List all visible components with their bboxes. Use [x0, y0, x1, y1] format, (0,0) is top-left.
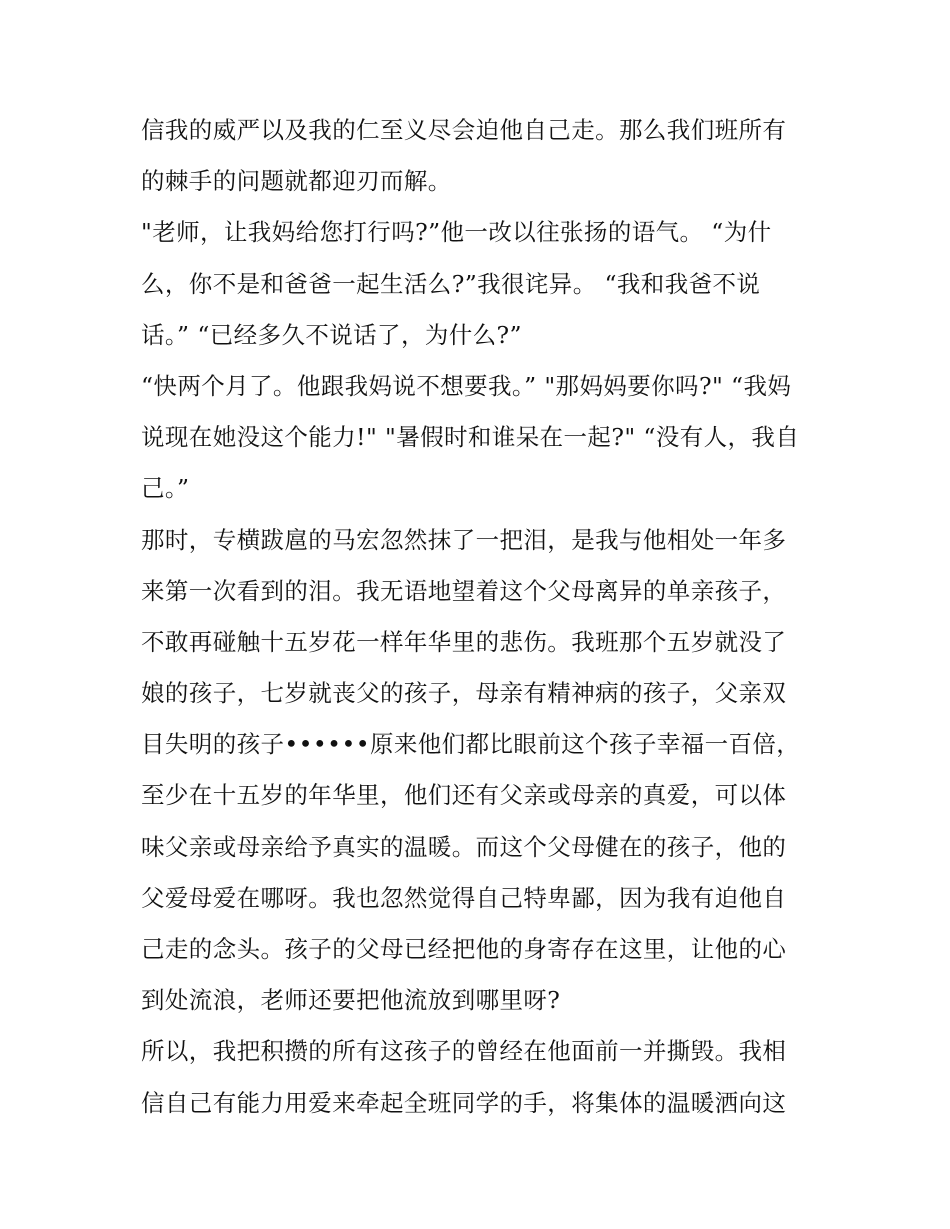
text-line: 不敢再碰触十五岁花一样年华里的悲伤。我班那个五岁就没了 [141, 627, 787, 656]
text-line: 父爱母爱在哪呀。我也忽然觉得自己特卑鄙，因为我有迫他自 [141, 883, 787, 912]
text-line: 那时，专横跋扈的马宏忽然抹了一把泪，是我与他相处一年多 [141, 525, 787, 554]
text-line: 至少在十五岁的年华里，他们还有父亲或母亲的真爱，可以体 [141, 781, 787, 810]
text-line: 信我的威严以及我的仁至义尽会迫他自己走。那么我们班所有 [141, 116, 787, 144]
text-line: 的棘手的问题就都迎刃而解。 [141, 167, 452, 196]
text-line: 话。” “已经多久不说话了，为什么?” [141, 320, 522, 349]
text-line: “快两个月了。他跟我妈说不想要我。” "那妈妈要你吗?" “我妈 [141, 371, 792, 400]
text-line: 么，你不是和爸爸一起生活么?”我很诧异。 “我和我爸不说 [141, 269, 761, 298]
text-line: 到处流浪，老师还要把他流放到哪里呀? [141, 986, 561, 1015]
text-line: 娘的孩子，七岁就丧父的孩子，母亲有精神病的孩子，父亲双 [141, 679, 787, 708]
text-line: "老师，让我妈给您打行吗?”他一改以往张扬的语气。 “为什 [141, 218, 772, 247]
text-line: 味父亲或母亲给予真实的温暖。而这个父母健在的孩子，他的 [141, 832, 787, 861]
text-line: 目失明的孩子••••••原来他们都比眼前这个孩子幸福一百倍， [141, 730, 801, 759]
text-line: 所以，我把积攒的所有这孩子的曾经在他面前一并撕毁。我相 [141, 1037, 787, 1066]
text-line: 来第一次看到的泪。我无语地望着这个父母离异的单亲孩子， [141, 576, 787, 605]
text-line: 己。” [141, 474, 190, 503]
text-line: 信自己有能力用爱来牵起全班同学的手，将集体的温暖洒向这 [141, 1088, 787, 1117]
text-line: 说现在她没这个能力!" "暑假时和谁呆在一起?" “没有人，我自 [141, 423, 800, 452]
text-line: 己走的念头。孩子的父母已经把他的身寄存在这里，让他的心 [141, 935, 787, 963]
body-text [141, 105, 821, 1129]
